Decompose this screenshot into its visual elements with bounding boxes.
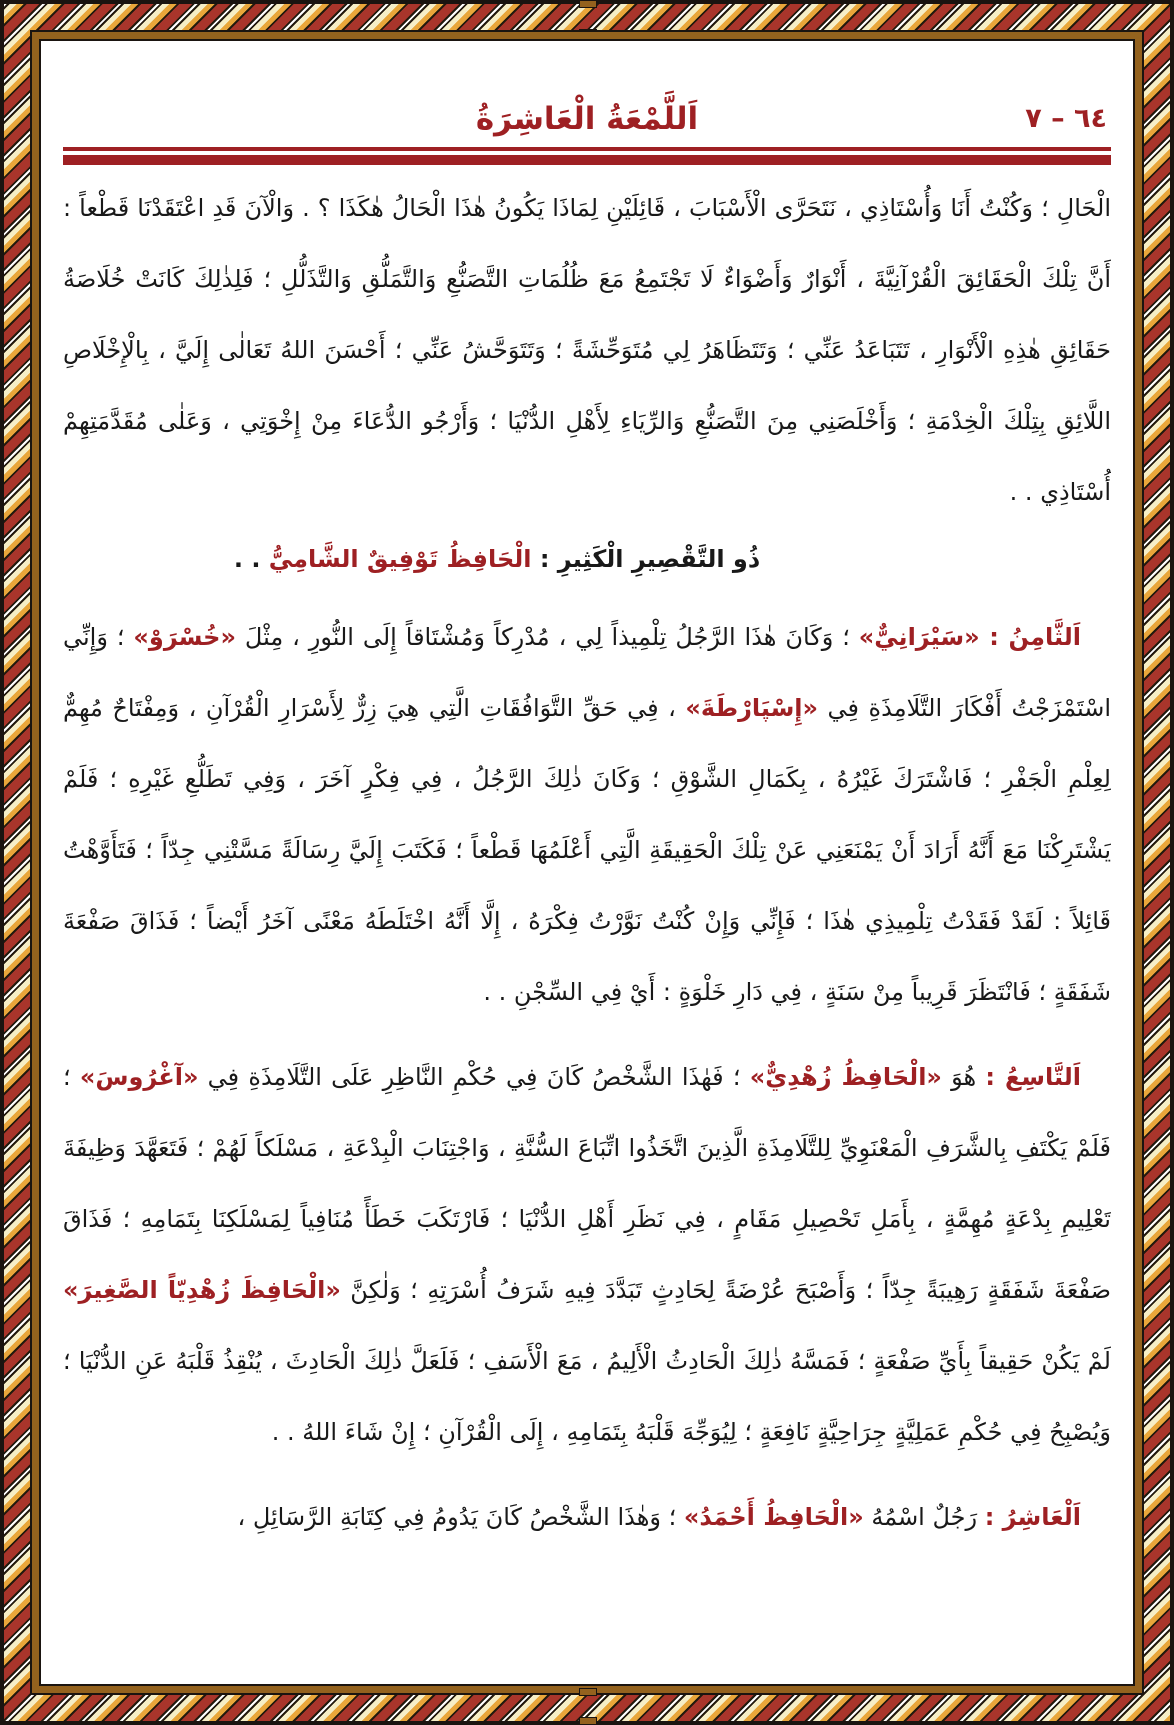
body-text	[63, 173, 1111, 1678]
paragraph	[63, 173, 1111, 528]
paragraph	[63, 1042, 1111, 1468]
paragraph	[63, 602, 1111, 1028]
page-title: اَللَّمْعَةُ الْعَاشِرَةُ	[475, 101, 699, 137]
text-run: ؛ وَإِنِّي اسْتَمْزَجْتُ أَفْكَارَ التَّلَامِذَةِ فِي	[63, 623, 1111, 722]
highlighted-name: «إِسْپَارْطَةَ»	[685, 694, 819, 722]
text-run: رَجُلٌ اسْمُهُ	[863, 1503, 985, 1531]
text-run: الْحَالِ ؛ وَكُنْتُ أَنَا وَأُسْتَاذِي ، نَتَحَرَّى الْأَسْبَابَ ، قَائِلَيْنِ لِمَاذَا يَكُونُ هٰذَا الْحَالُ هٰكَذَا ؟ . وَالْآنَ قَدِ اعْتَقَدْنَا قَطْعاً : أَنَّ تِلْكَ الْحَقَائِقَ الْقُرْآنِيَّةَ ، أَنْوَارٌ وَأَضْوَاءٌ لَا تَجْتَمِعُ مَعَ ظُلُمَاتِ التَّصَنُّعِ وَالتَّمَلُّقِ وَالتَّذَلُّلِ ؛ فَلِذٰلِكَ كَانَتْ خُلَاصَةُ حَقَائِقِ هٰذِهِ الْأَنْوَارِ ، تَتَبَاعَدُ عَنِّي ؛ وَتَتَظَاهَرُ لِي مُتَوَحِّشَةً ؛ وَتَتَوَحَّشُ عَنِّي ؛ أَحْسَنَ اللهُ تَعَالٰى إِلَيَّ ، بِالْإِخْلَاصِ اللَّائِقِ بِتِلْكَ الْخِدْمَةِ ؛ وَأَخْلَصَنِي مِنَ التَّصَنُّعِ وَالرِّيَاءِ لِأَهْلِ الدُّنْيَا ؛ وَأَرْجُو الدُّعَاءَ مِنْ إِخْوَتِي ، وَعَلٰى مُقَدَّمَتِهِمْ أُسْتَاذِي . .	[63, 194, 1111, 506]
highlighted-name: «آغْرُوسَ»	[79, 1063, 199, 1091]
divider-thick-rule	[63, 155, 1111, 165]
highlighted-name: «الْحَافِظَ زُهْدِيّاً الصَّغِيرَ»	[63, 1276, 341, 1304]
divider-thin-rule	[63, 147, 1111, 151]
text-run: ذُو التَّقْصِيرِ الْكَثِيرِ :	[531, 545, 761, 573]
highlighted-name: «خُسْرَوْ»	[133, 623, 236, 651]
highlighted-name: «الْحَافِظُ زُهْدِيٌّ»	[749, 1063, 942, 1091]
text-run: ؛ فَهٰذَا الشَّخْصُ كَانَ فِي حُكْمِ النَّاظِرِ عَلَى التَّلَامِذَةِ فِي	[198, 1063, 750, 1091]
text-run: لَمْ يَكُنْ حَقِيقاً بِأَيِّ صَفْعَةٍ ؛ فَمَسَّهُ ذٰلِكَ الْحَادِثُ الْأَلِيمُ ، مَعَ الْأَسَفِ ؛ فَلَعَلَّ ذٰلِكَ الْحَادِثَ ، يُنْقِذُ قَلْبَهُ عَنِ الدُّنْيَا ؛ وَيُصْبِحُ فِي حُكْمِ عَمَلِيَّةٍ جِرَاحِيَّةٍ نَافِعَةٍ ؛ لِيُوَجِّهَ قَلْبَهُ بِتَمَامِهِ ، إِلَى الْقُرْآنِ ؛ إِنْ شَاءَ اللهُ . .	[63, 1347, 1111, 1446]
text-run: ، فِي حَقِّ التَّوَافُقَاتِ الَّتِي هِيَ زِرٌّ لِأَسْرَارِ الْقُرْآنِ ، وَمِفْتَاحٌ مُهِمٌّ لِعِلْمِ الْجَفْرِ ؛ فَاشْتَرَكَ غَيْرُهُ ، بِكَمَالِ الشَّوْقِ ؛ وَكَانَ ذٰلِكَ الرَّجُلُ ، فِي فِكْرٍ آخَرَ ، وَفِي تَطَلُّعِ غَيْرِهِ ؛ فَلَمْ يَشْتَرِكْنَا مَعَ أَنَّهُ أَرَادَ أَنْ يَمْنَعَنِي عَنْ تِلْكَ الْحَقِيقَةِ الَّتِي أَعْلَمُهَا قَطْعاً ؛ فَكَتَبَ إِلَيَّ رِسَالَةً مَسَّتْنِي جِدّاً ؛ فَتَأَوَّهْتُ قَائِلاً : لَقَدْ فَقَدْتُ تِلْمِيذِي هٰذَا ؛ فَإِنِّي وَإِنْ كُنْتُ نَوَّرْتُ فِكْرَهُ ، إِلَّا أَنَّهُ اخْتَلَطَهُ مَعْنًى آخَرُ أَيْضاً ؛ فَذَاقَ صَفْعَةَ شَفَقَةٍ ؛ فَانْتَظَرَ قَرِيباً مِنْ سَنَةٍ ، فِي دَارِ خَلْوَةٍ : أَيْ فِي السِّجْنِ . .	[63, 694, 1111, 1006]
text-run: ؛ وَكَانَ هٰذَا الرَّجُلُ تِلْمِيذاً لِي ، مُدْرِكاً وَمُشْتَاقاً إِلَى النُّورِ ، مِثْلَ	[235, 623, 859, 651]
highlighted-name: الْحَافِظُ تَوْفِيقٌ الشَّامِيُّ	[268, 545, 532, 573]
text-run: . .	[233, 545, 269, 573]
highlighted-name: اَلْعَاشِرُ :	[984, 1503, 1081, 1531]
highlighted-name: اَلثَّامِنُ : «سَيْرَانِيٌّ»	[858, 623, 1082, 651]
page-number: ٦٤ – ٧	[1025, 103, 1107, 134]
text-run: ؛ وَهٰذَا الشَّخْصُ كَانَ يَدُومُ فِي كِتَابَةِ الرَّسَائِلِ ،	[237, 1503, 684, 1531]
border-center-ornament	[579, 0, 597, 8]
highlighted-name: اَلتَّاسِعُ :	[985, 1063, 1082, 1091]
paragraph	[63, 1482, 1111, 1553]
text-run: ؛ فَلَمْ يَكْتَفِ بِالشَّرَفِ الْمَعْنَوِيِّ لِلتَّلَامِذَةِ الَّذِينَ اتَّخَذُوا اتِّبَاعَ السُّنَّةِ ، وَاجْتِنَابَ الْبِدْعَةِ ، مَسْلَكاً لَهُمْ ؛ فَتَعَهَّدَ وَظِيفَةَ تَعْلِيمِ بِدْعَةٍ مُهِمَّةٍ ، بِأَمَلِ تَحْصِيلِ مَقَامٍ ، فِي نَظَرِ أَهْلِ الدُّنْيَا ؛ فَارْتَكَبَ خَطَأً مُنَافِياً لِمَسْلَكِنَا بِتَمَامِهِ ؛ فَذَاقَ صَفْعَةَ شَفَقَةٍ رَهِيبَةً جِدّاً ؛ وَأَصْبَحَ عُرْضَةً لِحَادِثٍ تَبَدَّدَ فِيهِ شَرَفُ أُسْرَتِهِ ؛ وَلٰكِنَّ	[63, 1063, 1111, 1304]
text-run: هُوَ	[941, 1063, 986, 1091]
page-content	[41, 41, 1133, 1684]
border-center-ornament	[579, 1717, 597, 1725]
header-divider	[63, 147, 1111, 165]
border-center-ornament	[579, 1688, 597, 1696]
highlighted-name: «الْحَافِظُ أَحْمَدُ»	[683, 1503, 864, 1531]
signature-line	[63, 530, 931, 588]
